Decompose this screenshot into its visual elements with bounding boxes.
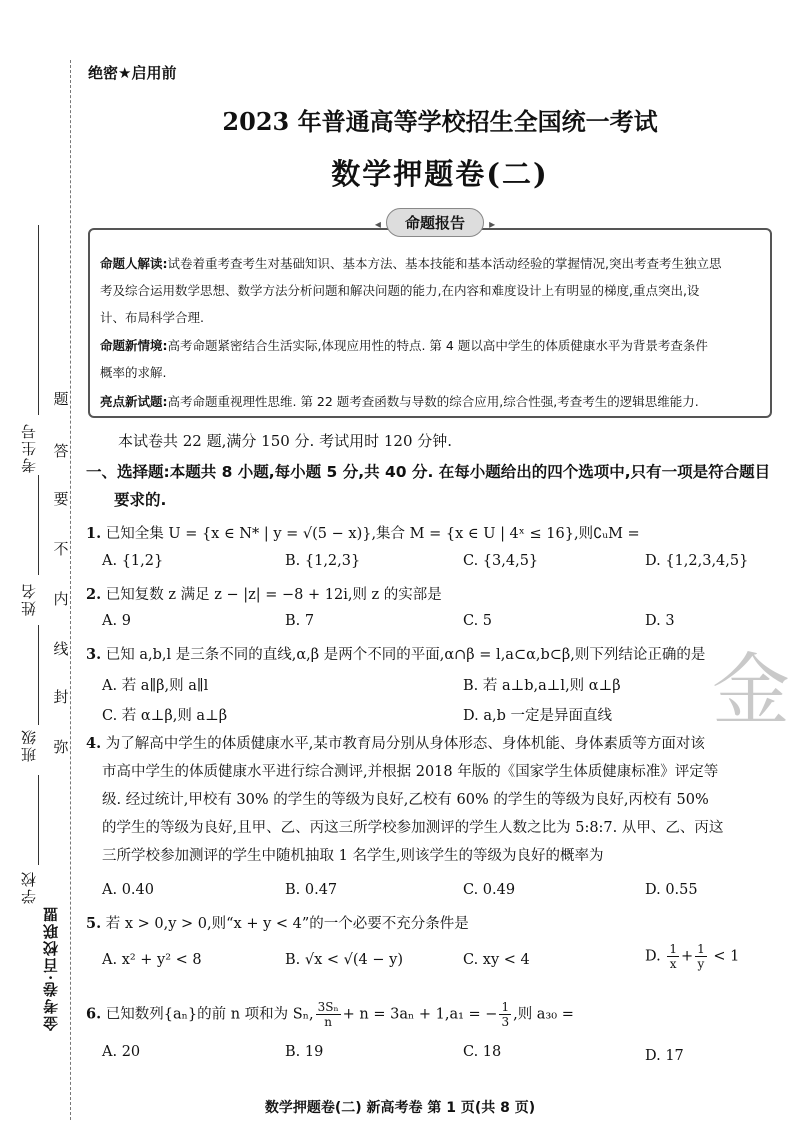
- watermark-logo: 金: [712, 646, 791, 736]
- q3-option-a[interactable]: A. 若 a∥β,则 a∥l: [102, 678, 209, 694]
- q2-option-c[interactable]: C. 5: [463, 613, 493, 629]
- question-1-stem: 1. 已知全集 U = {x ∈ N* | y = √(5 − x)},集合 M = {x ∈ U | 4ˣ ≤ 16},则∁ᵤM =: [86, 525, 640, 542]
- exam-intro: 本试卷共 22 题,满分 150 分. 考试用时 120 分钟.: [118, 432, 453, 450]
- q4-option-d[interactable]: D. 0.55: [645, 882, 698, 898]
- seal-char: 封: [53, 688, 69, 706]
- report-header: [340, 208, 530, 238]
- paper-title: 数学押题卷(二): [331, 157, 549, 191]
- student-id-fill-line: [38, 225, 39, 415]
- q6-option-b[interactable]: B. 19: [285, 1044, 324, 1060]
- q4-option-b[interactable]: B. 0.47: [285, 882, 338, 898]
- q4-option-c[interactable]: C. 0.49: [463, 882, 516, 898]
- section-heading: 一、选择题:本题共 8 小题,每小题 5 分,共 40 分. 在每小题给出的四个选项中,只有一项是符合题目 要求的.: [86, 463, 771, 509]
- class-label: 班级: [20, 728, 38, 762]
- q6-option-d[interactable]: D. 17: [645, 1048, 684, 1064]
- q1-option-b[interactable]: B. {1,2,3}: [285, 553, 361, 569]
- question-5-stem: 5. 若 x > 0,y > 0,则“x + y < 4”的一个必要不充分条件是: [86, 915, 469, 932]
- name-fill-line: [38, 475, 39, 575]
- report-title: 命题报告: [386, 208, 484, 237]
- q1-option-d[interactable]: D. {1,2,3,4,5}: [645, 553, 749, 569]
- question-3-stem: 3. 已知 a,b,l 是三条不同的直线,α,β 是两个不同的平面,α∩β = l,a⊂α,b⊂β,则下列结论正确的是: [86, 646, 706, 663]
- chevron-right-icon: ▸: [489, 217, 496, 231]
- q5-option-d[interactable]: D. $\frac{1}{x}$ + $\frac{1}{y}$ < 1: [645, 942, 740, 971]
- question-2-stem: 2. 已知复数 z 满足 z − |z| = −8 + 12i,则 z 的实部是: [86, 586, 442, 603]
- q2-option-d[interactable]: D. 3: [645, 613, 675, 629]
- student-id-label: 考生号: [20, 422, 38, 473]
- question-4-stem: 4. 为了解高中学生的体质健康水平,某市教育局分别从身体形态、身体机能、身体素质等方面对该 市高中学生的体质健康水平进行综合测评,并根据 2018 年版的《国家学生体质健康标准》评定等 级. 经过统计,甲校有 30% 的学生的等级为良好,乙校有 60% 的学生的等级为良好,丙校有 50% 的学生的等级为良好,且甲、乙、丙这三所学校参加测评的学生人数之比为 5:8:7. 从甲、乙、丙这 三所学校参加测评的学生中随机抽取 1 名学生,则该学生的等级为良好的概率为: [86, 735, 724, 864]
- q1-option-c[interactable]: C. {3,4,5}: [463, 553, 539, 569]
- binding-dashed-line: [70, 60, 71, 1120]
- q2-option-b[interactable]: B. 7: [285, 613, 315, 629]
- report-item: 亮点新试题:高考命题重视理性思维. 第 22 题考查函数与导数的综合应用,综合性强,考查考生的逻辑思维能力.: [100, 394, 699, 409]
- seal-char: 弥: [53, 738, 69, 756]
- page-footer: 数学押题卷(二) 新高考卷 第 1 页(共 8 页): [264, 1100, 536, 1116]
- question-6-stem: 6. 已知数列{aₙ}的前 n 项和为 Sₙ, $\frac{\text{3Sₙ}}{n}$ + n = 3aₙ + 1,a₁ = − $\frac{1}{3}$ ,则 a₃₀ =: [86, 1000, 574, 1029]
- seal-char: 答: [53, 442, 69, 460]
- q1-option-a[interactable]: A. {1,2}: [102, 553, 164, 569]
- q3-option-b[interactable]: B. 若 a⊥b,a⊥l,则 α⊥β: [463, 678, 621, 694]
- seal-char: 内: [53, 590, 69, 608]
- seal-char: 线: [53, 640, 69, 658]
- q5-option-b[interactable]: B. √x < √(4 − y): [285, 952, 403, 968]
- class-fill-line: [38, 625, 39, 725]
- chevron-left-icon: ◂: [374, 217, 381, 231]
- q5-option-a[interactable]: A. x² + y² < 8: [102, 952, 202, 968]
- seal-char: 不: [53, 540, 69, 558]
- q6-option-c[interactable]: C. 18: [463, 1044, 502, 1060]
- report-item: 命题人解读:试卷着重考查考生对基础知识、基本方法、基本技能和基本活动经验的掌握情况,突出考查考生独立思 考及综合运用数学思想、数学方法分析问题和解决问题的能力,在内容和难度设计上有明显的梯度,重点突出,设 计、布局科学合理.: [100, 256, 722, 325]
- seal-char: 题: [53, 390, 69, 408]
- confidential-label: 绝密★启用前: [88, 64, 177, 82]
- q5-option-c[interactable]: C. xy < 4: [463, 952, 530, 968]
- report-item: 命题新情境:高考命题紧密结合生活实际,体现应用性的特点. 第 4 题以高中学生的体质健康水平为背景考查条件 概率的求解.: [100, 338, 708, 380]
- union-label: 金考卷·百校联盟: [42, 905, 60, 1032]
- q4-option-a[interactable]: A. 0.40: [102, 882, 154, 898]
- q3-option-d[interactable]: D. a,b 一定是异面直线: [463, 708, 612, 724]
- q2-option-a[interactable]: A. 9: [102, 613, 131, 629]
- school-fill-line: [38, 775, 39, 865]
- q3-option-c[interactable]: C. 若 α⊥β,则 a⊥β: [102, 708, 228, 724]
- school-label: 学校: [20, 870, 38, 904]
- seal-char: 要: [53, 490, 69, 508]
- q6-option-a[interactable]: A. 20: [102, 1044, 141, 1060]
- exam-title: 2023 年普通高等学校招生全国统一考试: [222, 107, 658, 136]
- name-label: 姓名: [20, 582, 38, 616]
